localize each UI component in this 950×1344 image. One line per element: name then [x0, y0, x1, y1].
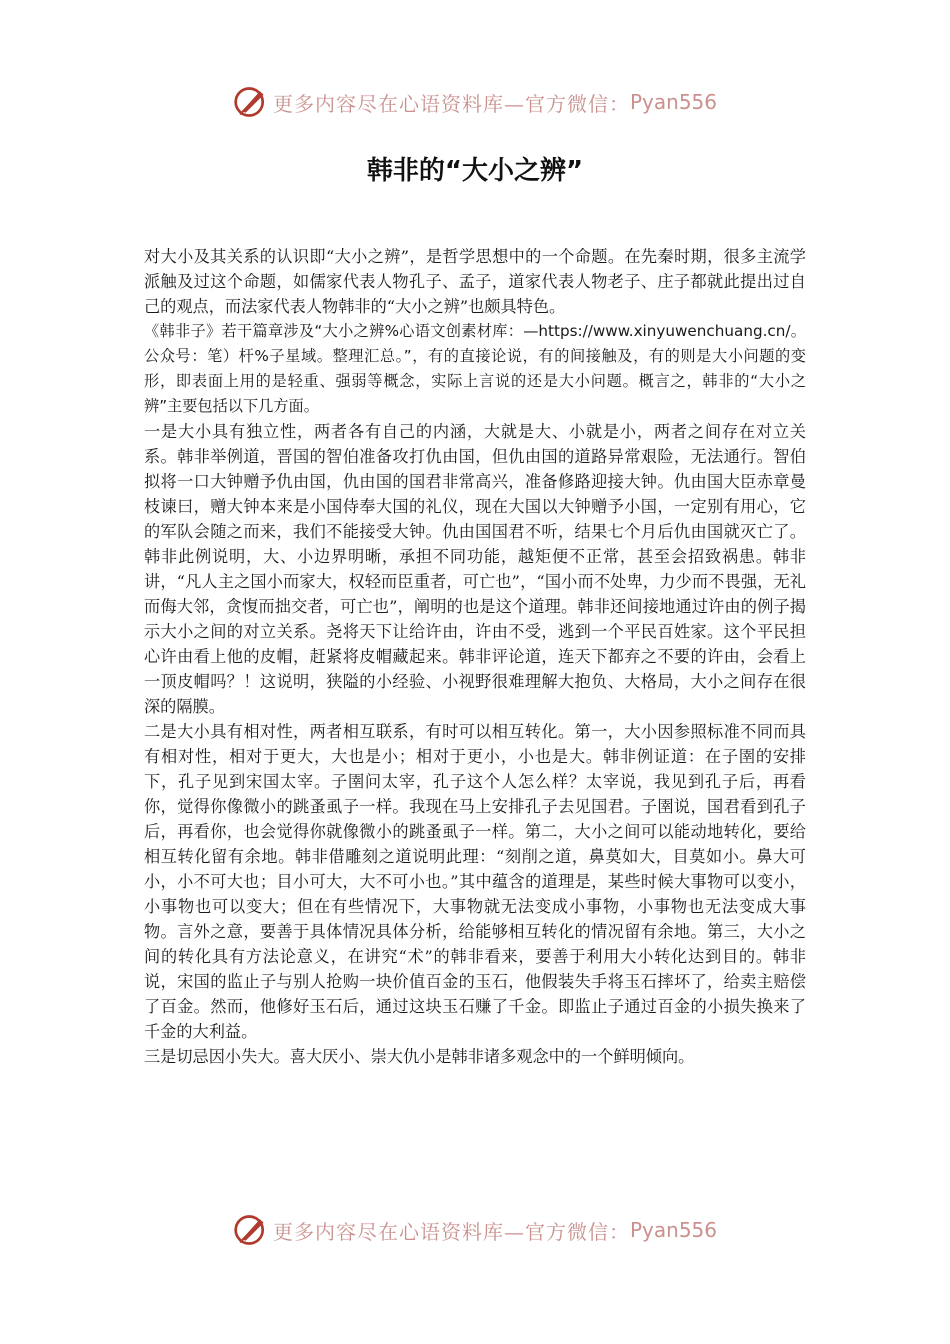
paragraph: 《韩非子》若干篇章涉及“大小之辨%心语文创素材库：—https://www.xinyuwenchuang.cn/。公众号：笔）杆%子星域。整理汇总。”，有的直接论说，有的间接触及，有的则是大小问题的变形，即表面上用的是轻重、强弱等概念，实际上言说的还是大小问题。概言之，韩非的“大小之辨”主要包括以下几方面。 — [144, 322, 806, 415]
banner-handle: Pyan556 — [629, 90, 717, 114]
banner-text: 更多内容尽在心语资料库—官方微信： — [272, 91, 630, 116]
paragraph: 三是切忌因小失大。喜大厌小、崇大仇小是韩非诸多观念中的一个鲜明倾向。 — [144, 1047, 695, 1066]
banner-handle: Pyan556 — [629, 1218, 717, 1242]
document-body — [144, 244, 806, 1069]
paragraph: 二是大小具有相对性，两者相互联系，有时可以相互转化。第一，大小因参照标准不同而具有相对性，相对于更大，大也是小；相对于更小，小也是大。韩非例证道：在子圉的安排下，孔子见到宋国太宰。子圉问太宰，孔子这个人怎么样？太宰说，我见到孔子后，再看你，觉得你像微小的跳蚤虱子一样。我现在马上安排孔子去见国君。子圉说，国君看到孔子后，再看你，也会觉得你就像微小的跳蚤虱子一样。第二，大小之间可以能动地转化，要给相互转化留有余地。韩非借雕刻之道说明此理：“刻削之道，鼻莫如大，目莫如小。鼻大可小，小不可大也；目小可大，大不可小也。”其中蕴含的道理是，某些时候大事物可以变小，小事物也可以变大；但在有些情况下，大事物就无法变成小事物，小事物也无法变成大事物。言外之意，要善于具体情况具体分析，给能够相互转化的情况留有余地。第三，大小之间的转化具有方法论意义，在讲究“术”的韩非看来，要善于利用大小转化达到目的。韩非说，宋国的监止子与别人抢购一块价值百金的玉石，他假装失手将玉石摔坏了，给卖主赔偿了百金。然而，他修好玉石后，通过这块玉石赚了千金。即监止子通过百金的小损失换来了千金的大利益。 — [144, 722, 806, 1041]
header-banner — [0, 82, 950, 122]
quill-logo-icon — [233, 84, 269, 120]
paragraph: 对大小及其关系的认识即“大小之辨”，是哲学思想中的一个命题。在先秦时期，很多主流学派触及过这个命题，如儒家代表人物孔子、孟子，道家代表人物老子、庄子都就此提出过自己的观点，而法家代表人物韩非的“大小之辨”也颇具特色。 — [144, 247, 806, 316]
footer-banner — [0, 1210, 950, 1250]
quill-logo-icon — [233, 1212, 269, 1248]
banner-text: 更多内容尽在心语资料库—官方微信： — [272, 1219, 630, 1244]
document-title: 韩非的“大小之辨” — [366, 156, 584, 186]
paragraph: 一是大小具有独立性，两者各有自己的内涵，大就是大、小就是小，两者之间存在对立关系。韩非举例道，晋国的智伯准备攻打仇由国，但仇由国的道路异常艰险，无法通行。智伯拟将一口大钟赠予仇由国，仇由国的国君非常高兴，准备修路迎接大钟。仇由国大臣赤章曼枝谏曰，赠大钟本来是小国侍奉大国的礼仪，现在大国以大钟赠予小国，一定别有用心，它的军队会随之而来，我们不能接受大钟。仇由国国君不听，结果七个月后仇由国就灭亡了。韩非此例说明，大、小边界明晰，承担不同功能，越矩便不正常，甚至会招致祸患。韩非讲，“凡人主之国小而家大，权轻而臣重者，可亡也”，“国小而不处卑，力少而不畏强，无礼而侮大邻，贪愎而拙交者，可亡也”，阐明的也是这个道理。韩非还间接地通过许由的例子揭示大小之间的对立关系。尧将天下让给许由，许由不受，逃到一个平民百姓家。这个平民担心许由看上他的皮帽，赶紧将皮帽藏起来。韩非评论道，连天下都弃之不要的许由，会看上一顶皮帽吗？！这说明，狭隘的小经验、小视野很难理解大抱负、大格局，大小之间存在很深的隔膜。 — [144, 422, 806, 716]
